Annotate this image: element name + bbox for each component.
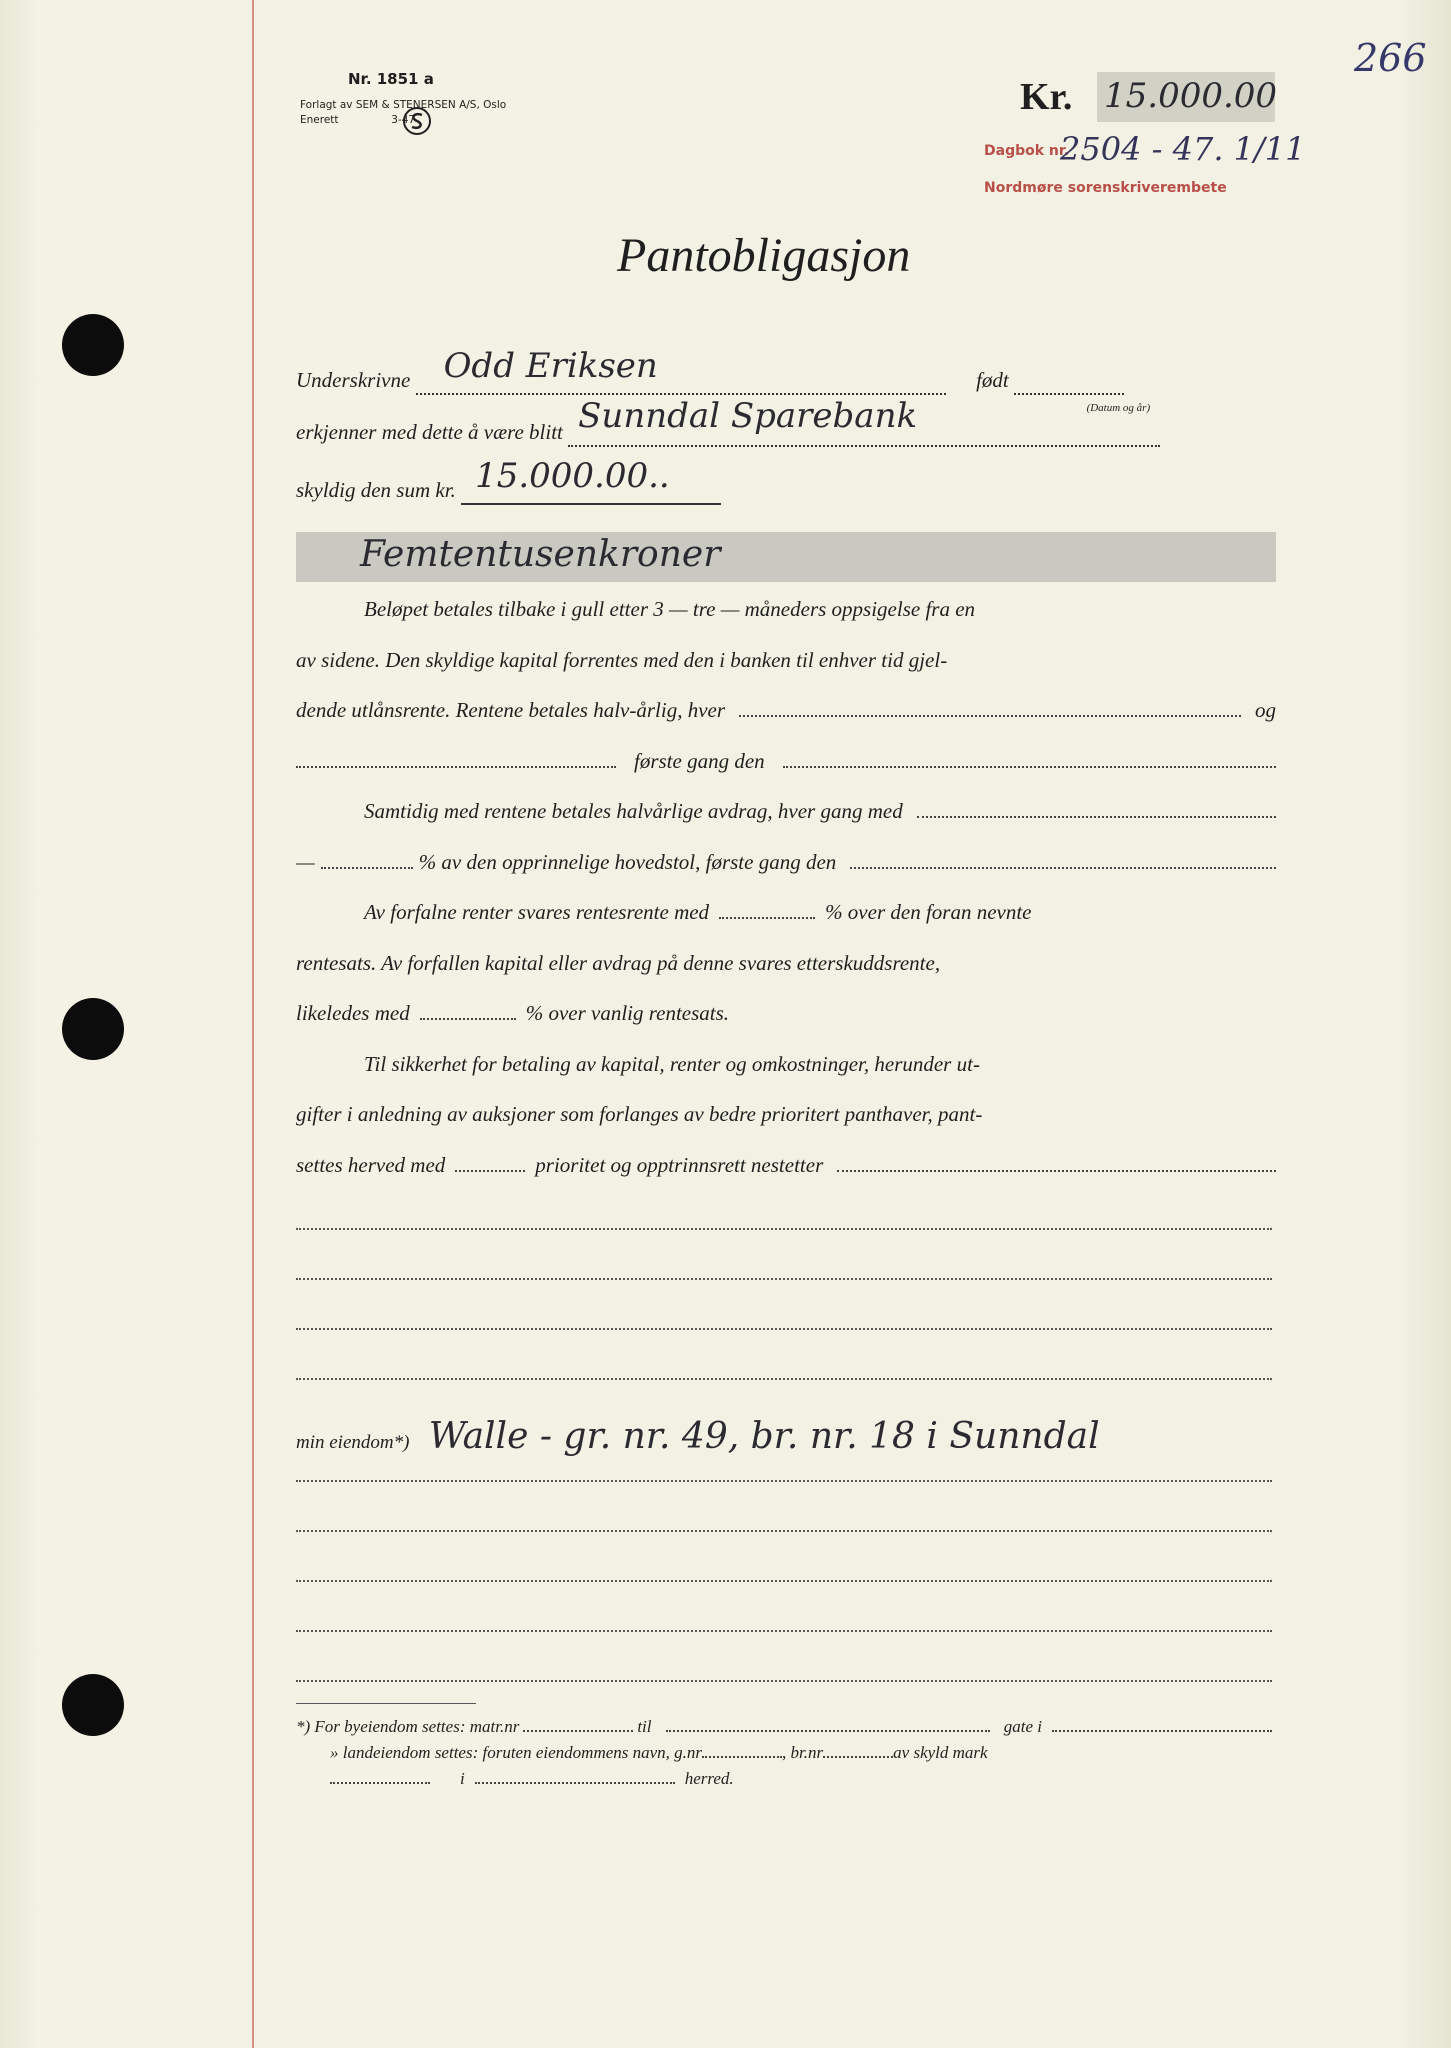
underskrivne-value: Odd Eriksen (443, 346, 658, 386)
footnote-2b: , br.nr (782, 1743, 824, 1762)
p3-line3a: likeledes med (296, 1001, 410, 1025)
field-erkjenner (296, 396, 1274, 447)
page-number: 266 (1354, 36, 1427, 80)
blank-line-2 (296, 1278, 1272, 1280)
p3-line1b: % over den foran nevnte (825, 900, 1032, 924)
stamp-dagbok: Dagbok nr. (984, 143, 1070, 159)
erkjenner-line (568, 396, 1160, 447)
field-property (296, 1416, 1274, 1457)
footnote-dots-4 (702, 1744, 782, 1758)
footnote-2c: av skyld mark (893, 1743, 988, 1762)
footnote-line-3 (330, 1769, 930, 1789)
p2-line1: Samtidig med rentene betales halvårlige avdrag, hver gang med (364, 799, 903, 823)
underskrivne-line (416, 346, 946, 395)
p2-dots2 (321, 853, 413, 869)
p1-dots3 (783, 752, 1276, 768)
footnote-dots-6 (330, 1770, 430, 1784)
p4-dots2 (837, 1156, 1276, 1172)
blank-line-3 (296, 1328, 1272, 1330)
footnote-1b: til (637, 1717, 652, 1736)
stamp-office: Nordmøre sorenskriverembete (984, 180, 1227, 196)
blank-line-4 (296, 1378, 1272, 1380)
fodt-line (1014, 368, 1124, 395)
p2-line2b: % av den opprinnelige hovedstol, første gang den (418, 849, 837, 874)
copyright-label: Enerett (300, 114, 339, 126)
punch-hole-bottom (62, 1674, 124, 1736)
erkjenner-value: Sunndal Sparebank (578, 396, 918, 436)
footnote-line-1 (296, 1717, 1272, 1737)
p2-line2a: — (296, 849, 315, 874)
footnote-dots-2 (666, 1718, 990, 1732)
footnote-line-2 (330, 1743, 1272, 1763)
p3-dots2 (420, 1004, 516, 1020)
blank-line-7 (296, 1580, 1272, 1582)
punch-hole-top (62, 314, 124, 376)
footnote-dots-1 (523, 1718, 633, 1732)
footnote-1c: gate i (1003, 1717, 1042, 1736)
footnote-3a: i (460, 1769, 465, 1788)
p1-line4: første gang den (634, 748, 765, 773)
erkjenner-label: erkjenner med dette å være blitt (296, 420, 563, 444)
footnote-dots-5 (823, 1744, 893, 1758)
publisher-logo-icon (402, 106, 432, 136)
p1-dots1 (739, 701, 1241, 717)
p1-line3b: og (1255, 698, 1276, 722)
blank-line-8 (296, 1630, 1272, 1632)
fodt-label: født (976, 368, 1009, 392)
p3-line2: rentesats. Av forfallen kapital eller avdrag på denne svares etterskuddsrente, (296, 950, 941, 975)
p2-dots3 (850, 853, 1276, 869)
footnote-rule (296, 1703, 476, 1704)
punch-hole-middle (62, 998, 124, 1060)
skyldig-value: 15.000.00.. (475, 456, 670, 496)
p3-dots1 (719, 903, 815, 919)
footnote-1a: *) For byeiendom settes: matr.nr (296, 1717, 520, 1736)
skyldig-line (461, 456, 721, 505)
p1-dots2 (296, 752, 616, 768)
p1-line2: av sidene. Den skyldige kapital forrentes med den i banken til enhver tid gjel- (296, 647, 948, 672)
kr-label: Kr. (1020, 76, 1073, 118)
stamp-journal-number: 2504 - 47. 1/11 (1060, 130, 1306, 168)
field-skyldig (296, 456, 1274, 505)
form-date: 3-47 (391, 114, 416, 126)
property-label: min eiendom*) (296, 1432, 410, 1453)
property-value: Walle - gr. nr. 49, br. nr. 18 i Sunndal (428, 1416, 1100, 1457)
footnote-2a: » landeiendom settes: foruten eiendommens navn, g.nr (330, 1743, 703, 1762)
publisher-line: Forlagt av SEM & STENERSEN A/S, Oslo (300, 99, 507, 111)
p4-line3a: settes herved med (296, 1152, 446, 1177)
skyldig-label: skyldig den sum kr. (296, 478, 456, 502)
p1-line3a: dende utlånsrente. Rentene betales halv-årlig, hver (296, 698, 726, 722)
underskrivne-label: Underskrivne (296, 368, 411, 392)
p4-line1: Til sikkerhet for betaling av kapital, renter og omkostninger, herunder ut- (364, 1051, 980, 1076)
amount-in-words: Femtentusenkroner (360, 534, 721, 575)
p1-line1: Beløpet betales tilbake i gull etter 3 — tre — måneders oppsigelse fra en (364, 597, 976, 621)
form-number: Nr. 1851 a (348, 70, 434, 88)
field-underskrivne (296, 346, 1274, 395)
footnote-dots-7 (475, 1770, 675, 1784)
document-title: Pantobligasjon (617, 229, 911, 282)
blank-line-6 (296, 1530, 1272, 1532)
blank-line-5 (296, 1480, 1272, 1482)
margin-rule (252, 0, 254, 2048)
kr-amount: 15.000.00 (1104, 76, 1278, 116)
p3-line1a: Av forfalne renter svares rentesrente med (364, 900, 710, 924)
terms-text (296, 584, 1276, 1190)
footnote-dots-3 (1052, 1718, 1272, 1732)
p2-dots1 (917, 802, 1276, 818)
datum-note: (Datum og år) (1086, 402, 1151, 414)
p4-line2: gifter i anledning av auksjoner som forlanges av bedre prioritert panthaver, pant- (296, 1102, 983, 1126)
p4-dots1 (455, 1156, 525, 1172)
blank-line-1 (296, 1228, 1272, 1230)
p4-line3b: prioritet og opptrinnsrett nestetter (535, 1152, 824, 1177)
footnote-3b: herred. (684, 1769, 734, 1788)
blank-line-9 (296, 1680, 1272, 1682)
p3-line3b: % over vanlig rentesats. (525, 1001, 730, 1025)
